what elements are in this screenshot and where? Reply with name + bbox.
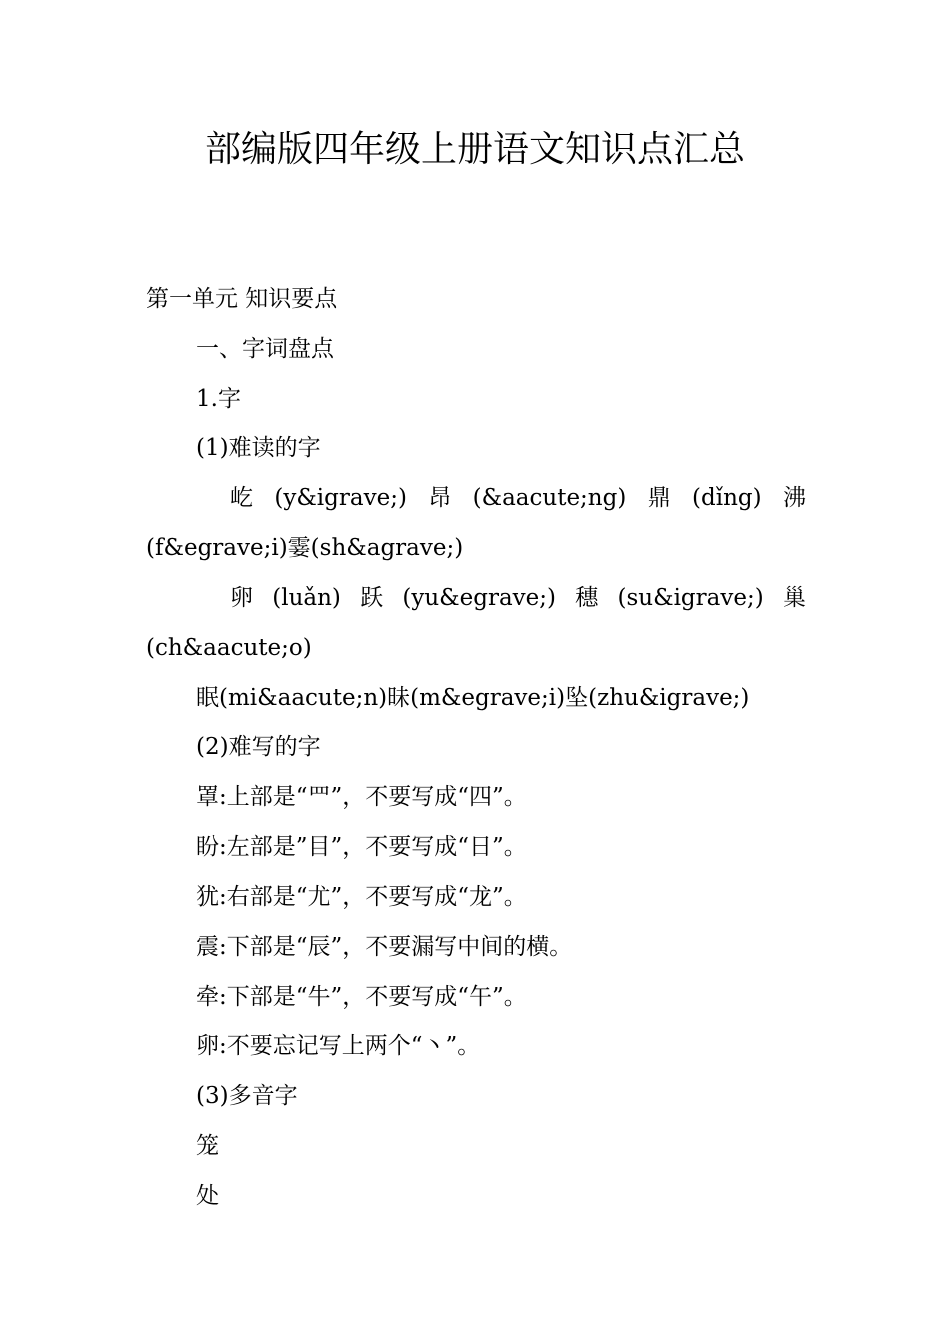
hard-write-item: 牵:下部是“牛”，不要写成“午”。 bbox=[196, 984, 527, 1010]
hard-write-heading: (2)难写的字 bbox=[196, 734, 321, 760]
unit-heading: 第一单元 知识要点 bbox=[146, 286, 338, 312]
hard-write-item: 震:下部是“辰”，不要漏写中间的横。 bbox=[196, 934, 573, 960]
hard-write-item: 犹:右部是“尤”，不要写成“龙”。 bbox=[196, 884, 527, 910]
hard-read-pinyin: (&aacute;ng) bbox=[472, 485, 627, 511]
hard-read-row-2-continued: (ch&aacute;o) bbox=[146, 635, 312, 661]
hard-read-row-3: 眠(mi&aacute;n)昧(m&egrave;i)坠(zhu&igrave;) bbox=[196, 685, 750, 711]
hard-read-row-1-continued: (f&egrave;i)霎(sh&agrave;) bbox=[146, 535, 464, 561]
hard-write-item: 盼:左部是”目”，不要写成“日”。 bbox=[196, 834, 527, 860]
hard-read-pinyin: (su&igrave;) bbox=[617, 585, 764, 611]
polyphone-item: 处 bbox=[196, 1183, 219, 1209]
subsection-heading-characters: 1.字 bbox=[196, 386, 241, 412]
hard-read-char: 鼎 bbox=[647, 485, 671, 511]
hard-read-char: 屹 bbox=[230, 485, 253, 511]
hard-read-char: 沸 bbox=[782, 485, 806, 511]
hard-read-char: 穗 bbox=[575, 585, 599, 611]
polyphone-item: 笼 bbox=[196, 1133, 219, 1159]
hard-read-pinyin: (luǎn) bbox=[272, 585, 341, 611]
polyphone-heading: (3)多音字 bbox=[196, 1083, 298, 1109]
hard-read-char: 跃 bbox=[360, 585, 384, 611]
hard-read-row-2 bbox=[230, 583, 806, 613]
hard-read-char: 昂 bbox=[428, 485, 452, 511]
hard-read-row-1 bbox=[230, 483, 806, 513]
hard-read-heading: (1)难读的字 bbox=[196, 435, 321, 461]
section-heading-vocabulary: 一、字词盘点 bbox=[196, 336, 334, 362]
hard-read-pinyin: (dǐng) bbox=[692, 485, 762, 511]
hard-write-item: 罩:上部是“罒”，不要写成“四”。 bbox=[196, 784, 527, 810]
hard-read-char: 卵 bbox=[230, 585, 253, 611]
document-title: 部编版四年级上册语文知识点汇总 bbox=[204, 129, 745, 170]
hard-read-pinyin: (yu&egrave;) bbox=[402, 585, 557, 611]
hard-read-char: 巢 bbox=[782, 585, 806, 611]
hard-write-item: 卵:不要忘记写上两个“丶”。 bbox=[196, 1033, 481, 1059]
hard-read-pinyin: (y&igrave;) bbox=[274, 485, 407, 511]
